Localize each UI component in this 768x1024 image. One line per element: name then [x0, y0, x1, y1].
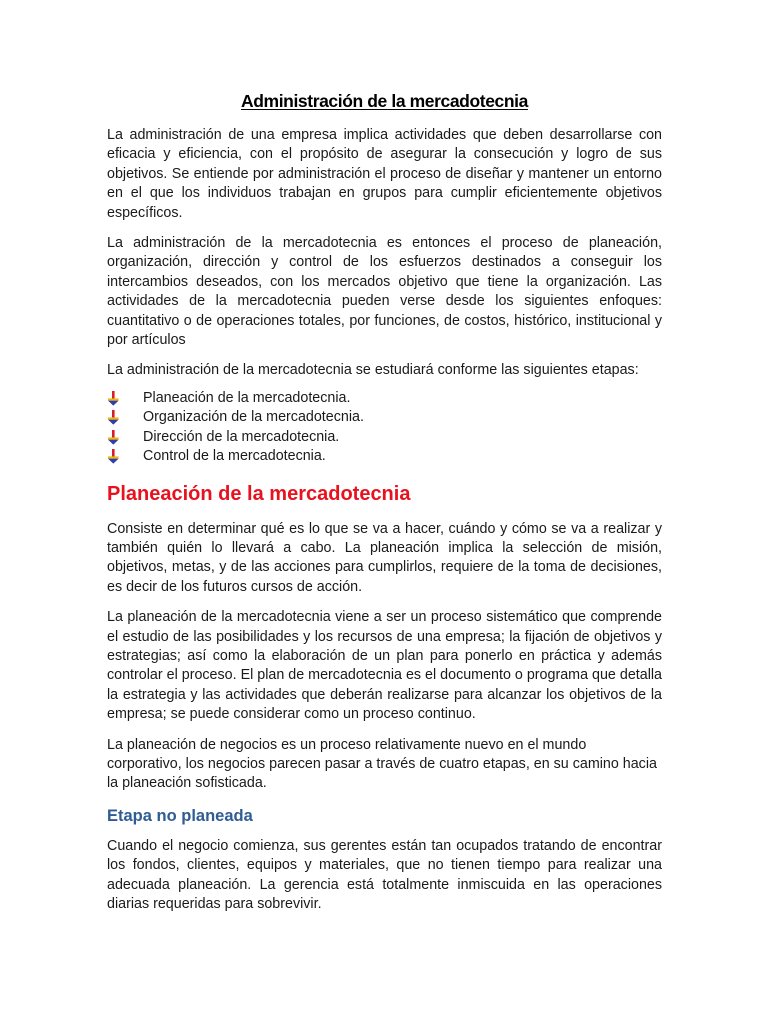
- section-paragraph: La planeación de la mercadotecnia viene a ser un proceso sistemático que comprende el estudio de las posibilidades y los recursos de una empresa; la fijación de objetivos y estrategias; así como la elaboración de un plan para ponerlo en práctica y además controlar el proceso. El plan de mercadotecnia es el documento o programa que detalla la estrategia y las actividades que deberán realizarse para alcanzar los objetivos de la empresa; se puede considerar como un proceso continuo.: [107, 609, 662, 723]
- stages-list: [107, 389, 662, 467]
- list-item-label: Control de la mercadotecnia.: [143, 448, 326, 465]
- intro-paragraph: La administración de una empresa implica actividades que deben desarrollarse con eficacia y eficiencia, con el propósito de asegurar la consecución y logro de sus objetivos. Se entiende por administración el proceso de diseñar y mantener un entorno en el que los individuos trabajan en grupos para cumplir eficientemente objetivos específicos.: [107, 127, 662, 221]
- colored-down-arrow-icon: [107, 391, 121, 406]
- document-body: [107, 90, 662, 925]
- list-item-label: Dirección de la mercadotecnia.: [143, 428, 340, 445]
- colored-down-arrow-icon: [107, 449, 121, 464]
- list-item-label: Planeación de la mercadotecnia.: [143, 389, 351, 406]
- section-heading: Planeación de la mercadotecnia: [107, 482, 411, 505]
- intro-paragraph: La administración de la mercadotecnia se estudiará conforme las siguientes etapas:: [107, 362, 639, 379]
- document-title: Administración de la mercadotecnia: [241, 91, 528, 111]
- list-item: [107, 447, 662, 466]
- section-paragraph: Consiste en determinar qué es lo que se va a hacer, cuándo y cómo se va a realizar y también quién lo llevará a cabo. La planeación implica la selección de misión, objetivos, metas, y de las acciones para cumplirlos, requiere de la toma de decisiones, es decir de los futuros cursos de acción.: [107, 520, 662, 595]
- list-item: [107, 428, 662, 447]
- colored-down-arrow-icon: [107, 430, 121, 445]
- colored-down-arrow-icon: [107, 410, 121, 425]
- list-item: [107, 389, 662, 408]
- list-item-label: Organización de la mercadotecnia.: [143, 409, 364, 426]
- subsection-heading: Etapa no planeada: [107, 806, 253, 825]
- section-paragraph: La planeación de negocios es un proceso relativamente nuevo en el mundo corporativo, los negocios parecen pasar a través de cuatro etapas, en su camino hacia la planeación sofisticada.: [107, 736, 657, 792]
- intro-paragraph: La administración de la mercadotecnia es entonces el proceso de planeación, organización, dirección y control de los esfuerzos destinados a conseguir los intercambios deseados, con los mercados objetivo que tiene la organización. Las actividades de la mercadotecnia pueden verse desde los siguientes enfoques: cuantitativo o de operaciones totales, por funciones, de costos, histórico, institucional y por artículos: [107, 235, 662, 349]
- list-item: [107, 408, 662, 427]
- subsection-paragraph: Cuando el negocio comienza, sus gerentes están tan ocupados tratando de encontrar los fondos, clientes, equipos y materiales, que no tienen tiempo para realizar una adecuada planeación. La gerencia está totalmente inmiscuida en las operaciones diarias requeridas para sobrevivir.: [107, 837, 662, 912]
